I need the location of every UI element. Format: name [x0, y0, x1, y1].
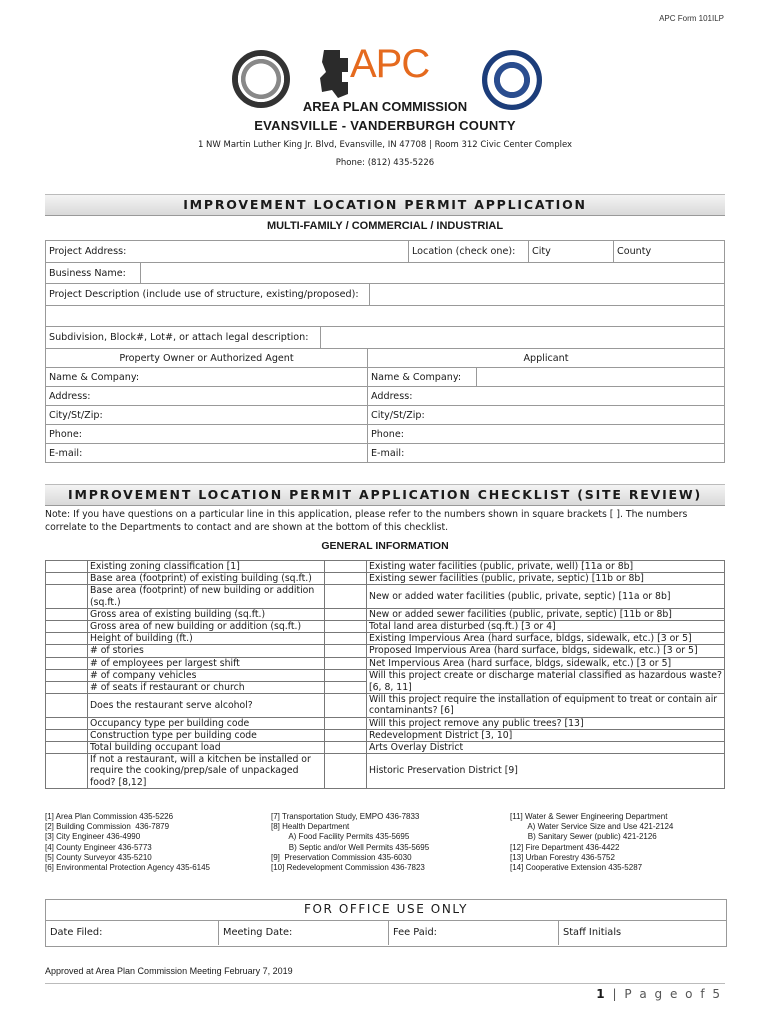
- checklist-right-item: New or added sewer facilities (public, private, septic) [11b or 8b]: [367, 608, 725, 620]
- applicant-name-label: Name & Company:: [368, 368, 477, 387]
- fee-paid-field[interactable]: [389, 921, 559, 945]
- subdivision-field[interactable]: [321, 327, 725, 349]
- checklist-mid-answer[interactable]: [325, 682, 367, 694]
- checklist-right-item: Arts Overlay District: [367, 742, 725, 754]
- applicant-header: Applicant: [368, 349, 725, 368]
- checklist-left-item: # of company vehicles: [88, 669, 325, 681]
- department-refs-col1: [1] Area Plan Commission 435-5226 [2] Building Commission 436-7879 [3] City Engineer 436-4990 [4] County Engineer 436-5773 [5] County Surveyor 435-5210 [6] Environmental Protection Agency 435-6145: [45, 812, 210, 873]
- location-label: Location (check one):: [409, 241, 529, 263]
- checklist-row: [46, 585, 725, 608]
- checklist-row: [46, 608, 725, 620]
- checklist-left-answer[interactable]: [46, 682, 88, 694]
- permit-title: IMPROVEMENT LOCATION PERMIT APPLICATION: [45, 194, 725, 216]
- checklist-left-answer[interactable]: [46, 621, 88, 633]
- applicant-email-label: E-mail:: [371, 447, 405, 459]
- applicant-address-field[interactable]: [368, 387, 725, 406]
- checklist-left-answer[interactable]: [46, 669, 88, 681]
- checklist-mid-answer[interactable]: [325, 561, 367, 573]
- subdivision-label: Subdivision, Block#, Lot#, or attach legal description:: [46, 327, 321, 349]
- date-filed-field[interactable]: [46, 921, 219, 945]
- owner-header: Property Owner or Authorized Agent: [46, 349, 368, 368]
- checklist-left-item: Construction type per building code: [88, 729, 325, 741]
- owner-city-label: City/St/Zip:: [49, 409, 103, 421]
- checklist-mid-answer[interactable]: [325, 742, 367, 754]
- org-name: AREA PLAN COMMISSION: [302, 99, 468, 114]
- owner-phone-field[interactable]: [46, 425, 368, 444]
- business-name-field[interactable]: [141, 263, 725, 284]
- checklist-left-answer[interactable]: [46, 754, 88, 789]
- applicant-phone-label: Phone:: [371, 428, 404, 440]
- checklist-row: [46, 561, 725, 573]
- checklist-left-answer[interactable]: [46, 585, 88, 608]
- checklist-row: [46, 645, 725, 657]
- owner-city-field[interactable]: [46, 406, 368, 425]
- checklist-left-answer[interactable]: [46, 694, 88, 717]
- checklist-row: [46, 742, 725, 754]
- project-address-field[interactable]: [46, 241, 409, 263]
- permit-subtitle: MULTI-FAMILY / COMMERCIAL / INDUSTRIAL: [266, 220, 504, 232]
- checklist-right-item: Existing water facilities (public, private, well) [11a or 8b]: [367, 561, 725, 573]
- date-filed-label: Date Filed:: [50, 927, 103, 938]
- owner-name-label: Name & Company:: [46, 368, 151, 387]
- office-use-title: FOR OFFICE USE ONLY: [46, 900, 726, 921]
- checklist-right-item: New or added water facilities (public, private, septic) [11a or 8b]: [367, 585, 725, 608]
- checklist-row: [46, 573, 725, 585]
- org-address: 1 NW Martin Luther King Jr. Blvd, Evansville, IN 47708 | Room 312 Civic Center Complex: [197, 140, 573, 150]
- applicant-address-label: Address:: [371, 390, 413, 402]
- checklist-right-item: Existing sewer facilities (public, private, septic) [11b or 8b]: [367, 573, 725, 585]
- owner-address-field[interactable]: [46, 387, 368, 406]
- approval-note: Approved at Area Plan Commission Meeting February 7, 2019: [45, 966, 293, 976]
- checklist-left-answer[interactable]: [46, 608, 88, 620]
- checklist-right-item: Proposed Impervious Area (hard surface, bldgs, sidewalk, etc.) [3 or 5]: [367, 645, 725, 657]
- owner-name-field[interactable]: [150, 368, 368, 387]
- org-jurisdiction: EVANSVILLE - VANDERBURGH COUNTY: [254, 118, 516, 133]
- owner-address-label: Address:: [49, 390, 91, 402]
- checklist-left-answer[interactable]: [46, 573, 88, 585]
- applicant-name-field[interactable]: [477, 368, 725, 387]
- checklist-right-item: Redevelopment District [3, 10]: [367, 729, 725, 741]
- checklist-left-answer[interactable]: [46, 633, 88, 645]
- project-address-label: Project Address:: [49, 246, 127, 257]
- department-refs-col3: [11] Water & Sewer Engineering Department A) Water Service Size and Use 421-2124 B) Sanitary Sewer (public) 421-2126 [12] Fire Department 436-4422 [13] Urban Forestry 436-5752 [14] Cooperative Extension 435-5287: [510, 812, 674, 873]
- applicant-email-field[interactable]: [368, 444, 725, 463]
- general-info-heading: GENERAL INFORMATION: [321, 540, 449, 552]
- checklist-right-item: Total land area disturbed (sq.ft.) [3 or 4]: [367, 621, 725, 633]
- checklist-left-answer[interactable]: [46, 561, 88, 573]
- business-name-label: Business Name:: [46, 263, 141, 284]
- meeting-date-label: Meeting Date:: [223, 927, 293, 938]
- applicant-phone-field[interactable]: [368, 425, 725, 444]
- checklist-title: IMPROVEMENT LOCATION PERMIT APPLICATION CHECKLIST (SITE REVIEW): [45, 484, 725, 506]
- checklist-mid-answer[interactable]: [325, 669, 367, 681]
- checklist-left-item: Existing zoning classification [1]: [88, 561, 325, 573]
- owner-email-label: E-mail:: [49, 447, 83, 459]
- checklist-left-answer[interactable]: [46, 717, 88, 729]
- checklist-left-item: Base area (footprint) of new building or addition (sq.ft.): [88, 585, 325, 608]
- checklist-row: [46, 729, 725, 741]
- checklist-left-answer[interactable]: [46, 657, 88, 669]
- checklist-mid-answer[interactable]: [325, 621, 367, 633]
- staff-initials-field[interactable]: [559, 921, 724, 945]
- business-table: [45, 262, 725, 284]
- checklist-right-item: Will this project remove any public trees? [13]: [367, 717, 725, 729]
- page-number: [596, 987, 722, 1001]
- checklist-mid-answer[interactable]: [325, 754, 367, 789]
- checklist-row: [46, 754, 725, 789]
- checklist-row: [46, 717, 725, 729]
- checklist-left-item: Gross area of existing building (sq.ft.): [88, 608, 325, 620]
- checklist-row: [46, 633, 725, 645]
- checklist-mid-answer[interactable]: [325, 573, 367, 585]
- applicant-city-field[interactable]: [368, 406, 725, 425]
- checklist-left-item: If not a restaurant, will a kitchen be installed or require the cooking/prep/sale of unpackaged food? [8,12]: [88, 754, 325, 789]
- checklist-left-answer[interactable]: [46, 742, 88, 754]
- owner-email-field[interactable]: [46, 444, 368, 463]
- apc-logo: APC: [350, 42, 430, 86]
- checklist-mid-answer[interactable]: [325, 608, 367, 620]
- checklist-mid-answer[interactable]: [325, 729, 367, 741]
- footer-divider: [45, 983, 725, 984]
- checklist-row: [46, 621, 725, 633]
- checklist-left-item: Total building occupant load: [88, 742, 325, 754]
- meeting-date-field[interactable]: [219, 921, 389, 945]
- checklist-left-answer[interactable]: [46, 729, 88, 741]
- checklist-left-item: Base area (footprint) of existing building (sq.ft.): [88, 573, 325, 585]
- checklist-mid-answer[interactable]: [325, 694, 367, 717]
- department-refs-col2: [7] Transportation Study, EMPO 436-7833 [8] Health Department A) Food Facility Permits 435-5695 B) Septic and/or Well Permits 435-5695 [9] Preservation Commission 435-6030 [10] Redevelopment Commission 436-7823: [271, 812, 430, 873]
- current-page: 1: [596, 987, 607, 1001]
- checklist-mid-answer[interactable]: [325, 717, 367, 729]
- fee-paid-label: Fee Paid:: [393, 927, 437, 938]
- checklist-left-item: # of employees per largest shift: [88, 657, 325, 669]
- org-phone: Phone: (812) 435-5226: [335, 158, 435, 168]
- project-info-table: [45, 240, 725, 263]
- location-county-option[interactable]: County: [614, 241, 725, 263]
- checklist-row: [46, 669, 725, 681]
- checklist-left-item: Occupancy type per building code: [88, 717, 325, 729]
- checklist-right-item: Net Impervious Area (hard surface, bldgs, sidewalk, etc.) [3 or 5]: [367, 657, 725, 669]
- staff-initials-label: Staff Initials: [563, 927, 622, 938]
- project-description-field[interactable]: [370, 284, 725, 306]
- checklist-left-item: # of seats if restaurant or church: [88, 682, 325, 694]
- checklist-left-item: Does the restaurant serve alcohol?: [88, 694, 325, 717]
- checklist-note: Note: If you have questions on a particular line in this application, please refer to the numbers shown in square brackets [ ]. The numbers correlate to the Departments to contact and are shown at the bottom of this checklist.: [45, 509, 688, 533]
- project-description-field-2[interactable]: [46, 306, 725, 327]
- checklist-left-item: Gross area of new building or addition (sq.ft.): [88, 621, 325, 633]
- parties-table: [45, 348, 725, 463]
- checklist-left-item: Height of building (ft.): [88, 633, 325, 645]
- checklist-left-answer[interactable]: [46, 645, 88, 657]
- description-table: [45, 283, 725, 327]
- checklist-table: [45, 560, 725, 789]
- county-map-icon: [318, 48, 354, 100]
- checklist-right-item: Existing Impervious Area (hard surface, bldgs, sidewalk, etc.) [3 or 5]: [367, 633, 725, 645]
- checklist-right-item: Will this project require the installation of equipment to treat or contain air contaminants? [6]: [367, 694, 725, 717]
- project-description-label: Project Description (include use of structure, existing/proposed):: [46, 284, 370, 306]
- owner-phone-label: Phone:: [49, 428, 82, 440]
- location-city-option[interactable]: City: [529, 241, 614, 263]
- checklist-right-item: Will this project create or discharge material classified as hazardous waste? [6, 8, 11]: [367, 669, 725, 693]
- checklist-left-item: # of stories: [88, 645, 325, 657]
- checklist-mid-answer[interactable]: [325, 657, 367, 669]
- office-use-box: [45, 899, 727, 947]
- subdivision-table: [45, 326, 725, 349]
- checklist-mid-answer[interactable]: [325, 585, 367, 608]
- checklist-row: [46, 694, 725, 717]
- form-number: APC Form 101ILP: [659, 14, 724, 23]
- checklist-right-item: Historic Preservation District [9]: [367, 754, 725, 789]
- checklist-row: [46, 657, 725, 669]
- applicant-city-label: City/St/Zip:: [371, 409, 425, 421]
- checklist-mid-answer[interactable]: [325, 633, 367, 645]
- page-label: | P a g e o f 5: [606, 987, 722, 1001]
- checklist-mid-answer[interactable]: [325, 645, 367, 657]
